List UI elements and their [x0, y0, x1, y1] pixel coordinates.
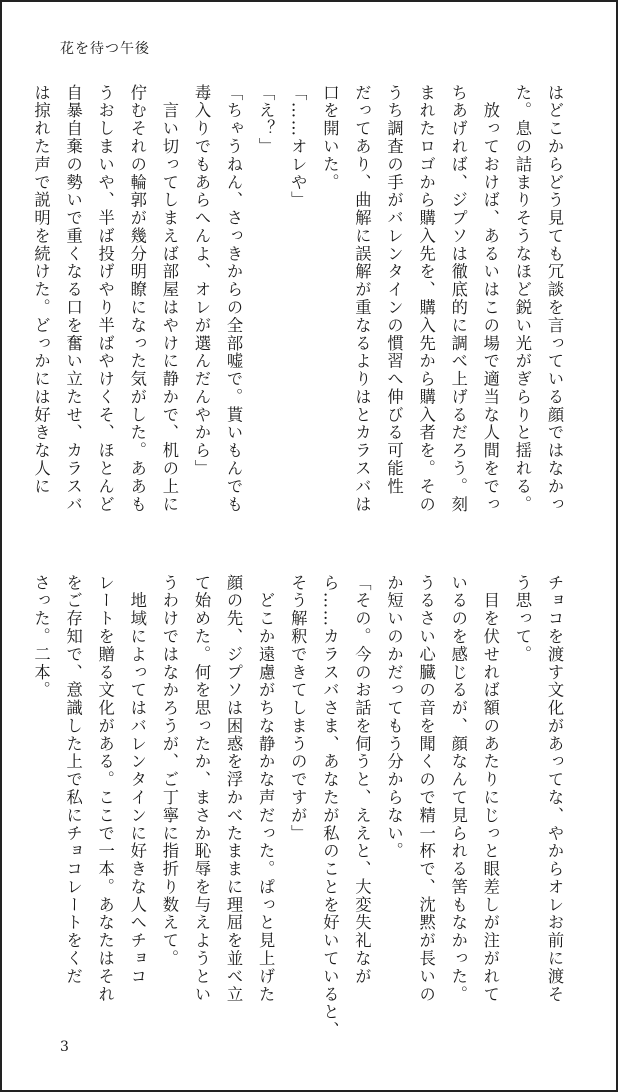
text-line: ら……カラスバさま、あなたが私のことを好いていると、	[320, 574, 340, 1040]
running-title: 花を待つ午後	[60, 41, 150, 57]
text-line: さった。二本。	[31, 574, 51, 700]
page-number: 3	[60, 1039, 69, 1055]
text-line: 口を開いた。	[320, 84, 340, 192]
text-line: 毒入りでもあらへんよ、オレが選んだんやから」	[191, 84, 211, 478]
text-line: 「……オレや」	[288, 84, 308, 210]
text-line: て始めた。何を思ったか、まさか恥辱を与えようとい	[191, 574, 211, 1004]
text-line: チョコを渡す文化があってな、やからオレお前に渡そ	[545, 574, 564, 1004]
text-line: うち調査の手がバレンタインの慣習へ伸びる可能性	[384, 84, 404, 496]
text-line: 「え？」	[256, 84, 276, 156]
text-line: 顔の先、ジプソは困惑を浮かべたままに理屈を並べ立	[224, 574, 244, 1004]
text-block-bottom	[24, 574, 570, 1044]
text-line: 地域によってはバレンタインに好きな人へチョコ	[127, 574, 147, 986]
text-line: 目を伏せれば額のあたりにじっと眼差しが注がれて	[480, 574, 500, 1004]
text-line: だってあり、曲解に誤解が重なるよりはとカラスバは	[352, 84, 372, 514]
text-line: う思って。	[512, 574, 532, 664]
text-line: か短いのかだってもう分からない。	[384, 574, 404, 861]
text-line: どこか遠慮がちな静かな声だった。ぱっと見上げた	[256, 574, 276, 1004]
text-line: うわけではなかろうが、ご丁寧に指折り数えて。	[159, 574, 179, 968]
text-line: 言い切ってしまえば部屋はやけに静かで、机の上に	[159, 84, 179, 514]
text-line: 放っておけば、あるいはこの場で適当な人間をでっ	[480, 84, 500, 514]
text-block-top	[24, 84, 570, 544]
text-line: は掠れた声で説明を続けた。どっかには好きな人に	[31, 84, 51, 496]
text-line: はどこからどう見ても冗談を言っている顔ではなかっ	[545, 84, 564, 514]
text-line: ちあげれば、ジプソは徹底的に調べ上げるだろう。刻	[448, 84, 468, 514]
text-line: 佇むそれの輪郭が幾分明瞭になった気がした。ああも	[127, 84, 147, 514]
text-line: うるさい心臓の音を聞くので精一杯で、沈黙が長いの	[416, 574, 436, 1004]
text-line: レートを贈る文化がある。ここで一本。あなたはそれ	[95, 574, 115, 1004]
text-line: いるのを感じるが、顔なんて見られる筈もなかった。	[448, 574, 468, 1004]
text-line: をご存知で、意識した上で私にチョコレートをくだ	[63, 574, 83, 986]
text-line: 自暴自棄の勢いで重くなる口を奮い立たせ、カラスバ	[63, 84, 83, 514]
text-line: 「その。今のお話を伺うと、ええと、大変失礼なが	[352, 574, 372, 986]
text-line: うおしまいや、半ば投げやり半ばやけくそ、ほとんど	[95, 84, 115, 514]
text-line: まれたロゴから購入先を、購入先から購入者を。その	[416, 84, 436, 514]
text-line: 「ちゃうねん、さっきからの全部嘘で。貰いもんでも	[224, 84, 244, 514]
text-line: そう解釈できてしまうのですが」	[288, 574, 308, 843]
text-line: た。息の詰まりそうなほど鋭い光がぎらりと揺れる。	[512, 84, 532, 514]
